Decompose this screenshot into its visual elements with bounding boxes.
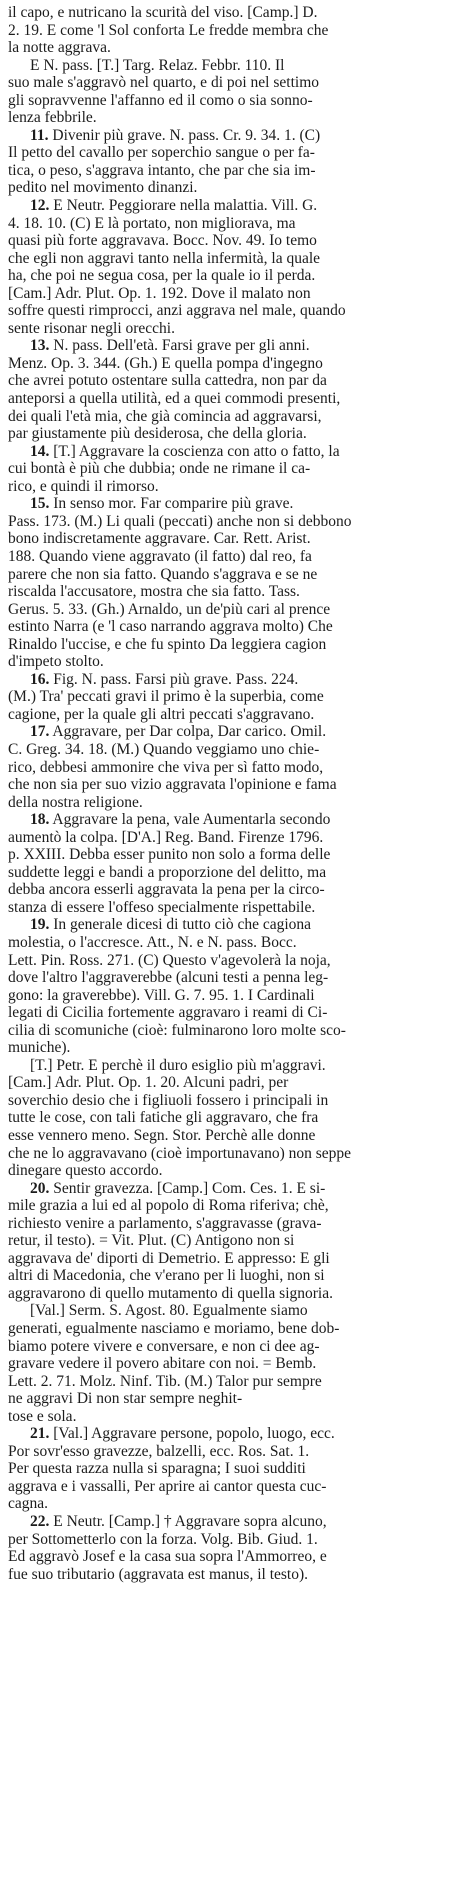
text-line: Aggravare la pena, vale Aumentarla secondo <box>52 811 331 829</box>
text-line: richiesto venire a parlamento, s'aggravasse (grava- <box>8 1214 322 1232</box>
numbered-definition <box>8 1425 461 1513</box>
text-line: p. XXIII. Debba esser punito non solo a forma delle <box>8 846 331 864</box>
definition-number: 17. <box>30 723 50 741</box>
text-line: Lett. 2. 71. Molz. Ninf. Tib. (M.) Talor pur sempre <box>8 1372 322 1390</box>
text-line: cagna. <box>8 1495 49 1513</box>
text-line: Aggravare, per Dar colpa, Dar carico. Omil. <box>52 723 327 741</box>
text-line: molestia, o l'accresce. Att., N. e N. pass. Bocc. <box>8 933 297 951</box>
text-line: dei quali l'età mia, che già comincia ad aggravarsi, <box>8 407 322 425</box>
sub-entry <box>8 57 461 127</box>
text-line: cilia di scomuniche (cioè: fulminarono loro molte sco- <box>8 1021 346 1039</box>
numbered-definition <box>8 197 461 337</box>
text-line: soverchio desio che i figliuoli fossero i principali in <box>8 1091 329 1109</box>
text-line: gono: la graverebbe). Vill. G. 7. 95. 1. I Cardinali <box>8 986 315 1004</box>
text-line: 188. Quando viene aggravato (il fatto) dal reo, fa <box>8 547 312 565</box>
definition-number: 22. <box>30 1513 50 1531</box>
text-line: (M.) Tra' peccati gravi il primo è la superbia, come <box>8 688 324 706</box>
definition-number: 12. <box>30 197 50 215</box>
numbered-definition <box>8 337 461 442</box>
text-line: [T.] Aggravare la coscienza con atto o fatto, la <box>53 442 340 460</box>
entry-continuation <box>8 4 461 57</box>
text-line: Per questa razza nulla si sparagna; I suoi sudditi <box>8 1460 306 1478</box>
text-line: altri di Macedonia, che v'erano per li luoghi, non si <box>8 1267 325 1285</box>
text-line: rico, debbesi ammonire che viva per sì fatto modo, <box>8 758 324 776</box>
text-line: Rinaldo l'uccise, e che fu spinto Da leggiera cagion <box>8 635 327 653</box>
text-line: mile grazia a lui ed al popolo di Roma riferiva; chè, <box>8 1197 329 1215</box>
text-line: [Cam.] Adr. Plut. Op. 1. 20. Alcuni padri, per <box>8 1074 289 1092</box>
text-line: debba ancora esserli aggravata la pena per la circo- <box>8 881 325 899</box>
numbered-definition <box>8 443 461 496</box>
text-line: d'impeto stolto. <box>8 653 104 671</box>
text-line: riscalda l'accusatore, mostra che sia fatto. Tass. <box>8 583 300 601</box>
text-line: [Val.] Serm. S. Agost. 80. Egualmente siamo <box>30 1302 308 1320</box>
text-line: aggrava e i vassalli, Per aprire ai cantor questa cuc- <box>8 1477 327 1495</box>
text-line: Divenir più grave. N. pass. Cr. 9. 34. 1. (C) <box>52 126 321 144</box>
text-line: E Neutr. Peggiorare nella malattia. Vill. G. <box>53 197 318 215</box>
text-line: la notte aggrava. <box>8 39 111 57</box>
numbered-definition <box>8 1180 461 1303</box>
text-line: lenza febbrile. <box>8 109 97 127</box>
definition-number: 11. <box>30 126 49 144</box>
text-line: fue suo tributario (aggravata est manus, il testo). <box>8 1565 309 1583</box>
text-line: In generale dicesi di tutto ciò che cagiona <box>53 916 312 934</box>
text-line: C. Greg. 34. 18. (M.) Quando veggiamo uno chie- <box>8 740 320 758</box>
text-line: Gerus. 5. 33. (Gh.) Arnaldo, un de'più cari al prence <box>8 600 331 618</box>
text-line: Por sovr'esso gravezze, balzelli, ecc. Ros. Sat. 1. <box>8 1442 310 1460</box>
text-line: retur, il testo). = Vit. Plut. (C) Antigono non si <box>8 1232 295 1250</box>
text-line: dinegare questo accordo. <box>8 1162 163 1180</box>
text-line: generati, egualmente nasciamo e moriamo, bene dob- <box>8 1320 340 1338</box>
text-line: suo male s'aggravò nel quarto, e di poi nel settimo <box>8 74 319 92</box>
definition-number: 14. <box>30 442 50 460</box>
text-line: ha, che poi ne segua cosa, per la quale io il perda. <box>8 267 316 285</box>
numbered-definition <box>8 495 461 670</box>
text-line: 4. 18. 10. (C) E là portato, non migliorava, ma <box>8 214 296 232</box>
text-line: Fig. N. pass. Farsi più grave. Pass. 224. <box>53 670 299 688</box>
text-line: legati di Cicilia fortemente aggravaro i reami di Ci- <box>8 1004 328 1022</box>
text-line: estinto Narra (e 'l caso narrando aggrava molto) Che <box>8 618 333 636</box>
text-line: tose e sola. <box>8 1407 77 1425</box>
definition-number: 20. <box>30 1179 50 1197</box>
definition-number: 15. <box>30 495 50 513</box>
definition-number: 21. <box>30 1425 50 1443</box>
definition-number: 19. <box>30 916 50 934</box>
definition-number: 16. <box>30 670 50 688</box>
text-line: gravare vedere il povero abitare con noi. = Bemb. <box>8 1355 317 1373</box>
text-line: Lett. Pin. Ross. 271. (C) Questo v'agevolerà la noja, <box>8 951 331 969</box>
text-line: E Neutr. [Camp.] † Aggravare sopra alcuno, <box>53 1513 327 1531</box>
text-line: pedito nel movimento dinanzi. <box>8 179 198 197</box>
text-line: E N. pass. [T.] Targ. Relaz. Febbr. 110. Il <box>30 56 285 74</box>
text-line: aggravarono di quello mutamento di quella signoria. <box>8 1284 333 1302</box>
text-line: muniche). <box>8 1039 71 1057</box>
text-line: che egli non aggravi tanto nella infermità, la quale <box>8 249 321 267</box>
text-line: biamo potere vivere e conversare, e non ci dee ag- <box>8 1337 320 1355</box>
text-line: Ed aggravò Josef e la casa sua sopra l'Ammorreo, e <box>8 1548 327 1566</box>
text-line: che ne lo aggravavano (cioè importunavano) non seppe <box>8 1144 352 1162</box>
text-line: stanza di essere l'offeso specialmente rispettabile. <box>8 898 316 916</box>
text-line: gli sopravvenne l'affanno ed il como o sia sonno- <box>8 91 313 109</box>
text-line: esse vennero meno. Segn. Stor. Perchè alle donne <box>8 1127 316 1144</box>
text-line: bono indiscretamente aggravare. Car. Rett. Arist. <box>8 530 311 548</box>
text-line: rico, e quindi il rimorso. <box>8 477 159 495</box>
sub-entry <box>8 1057 461 1180</box>
text-line: [Val.] Aggravare persone, popolo, luogo, ecc. <box>53 1425 335 1443</box>
text-line: della nostra religione. <box>8 793 143 811</box>
numbered-definition <box>8 127 461 197</box>
text-line: [T.] Petr. E perchè il duro esiglio più m'aggravi. <box>30 1056 326 1074</box>
text-line: cagione, per la quale gli altri peccati s'aggravano. <box>8 705 315 723</box>
numbered-definition <box>8 916 461 1056</box>
text-line: parere che non sia fatto. Quando s'aggrava e se ne <box>8 565 318 583</box>
text-line: ne aggravi Di non star sempre neghit- <box>8 1390 243 1408</box>
text-line: N. pass. Dell'età. Farsi grave per gli anni. <box>53 337 310 355</box>
numbered-definition <box>8 723 461 811</box>
text-line: Il petto del cavallo per soperchio sangue o per fa- <box>8 144 315 162</box>
text-line: soffre questi rimprocci, anzi aggrava nel male, quando <box>8 302 346 320</box>
text-line: anteporsi a quella utilità, ed a quei commodi presenti, <box>8 390 341 408</box>
text-line: suddette leggi e bandi a proporzione del delitto, ma <box>8 863 327 881</box>
text-line: tutte le cose, con tali fatiche gli aggravaro, che fra <box>8 1109 319 1127</box>
text-line: tica, o peso, s'aggrava intanto, che par che sia im- <box>8 161 316 179</box>
text-line: [Cam.] Adr. Plut. Op. 1. 192. Dove il malato non <box>8 284 311 302</box>
text-line: che avrei potuto ostentare sulla cattedra, non par da <box>8 372 327 390</box>
definition-number: 13. <box>30 337 50 355</box>
numbered-definition <box>8 811 461 916</box>
text-line: quasi più forte aggravava. Bocc. Nov. 49. Io temo <box>8 232 317 250</box>
text-line: aggravava de' diporti di Demetrio. E appresso: E gli <box>8 1249 330 1267</box>
text-line: che non sia per suo vizio aggravata l'opinione e fama <box>8 776 337 794</box>
text-line: 2. 19. E come 'l Sol conforta Le fredde membra che <box>8 21 329 39</box>
text-line: Pass. 173. (M.) Li quali (peccati) anche non si debbono <box>8 512 352 530</box>
text-line: cui bontà è più che dubbia; onde ne rimane il ca- <box>8 460 311 478</box>
text-line: Sentir gravezza. [Camp.] Com. Ces. 1. E si- <box>53 1179 326 1197</box>
text-line: il capo, e nutricano la scurità del viso. [Camp.] D. <box>8 4 318 21</box>
text-line: par giustamente più desiderosa, che della gloria. <box>8 425 307 443</box>
sub-entry <box>8 1302 461 1425</box>
numbered-definition <box>8 671 461 724</box>
text-line: Menz. Op. 3. 344. (Gh.) E quella pompa d'ingegno <box>8 354 323 372</box>
text-line: In senso mor. Far comparire più grave. <box>53 495 294 513</box>
text-line: sente risonar negli orecchi. <box>8 319 175 337</box>
text-line: aumentò la colpa. [D'A.] Reg. Band. Firenze 1796. <box>8 828 324 846</box>
numbered-definition <box>8 1513 461 1583</box>
text-line: per Sottometterlo con la forza. Volg. Bib. Giud. 1. <box>8 1530 318 1548</box>
text-line: dove l'altro l'aggraverebbe (alcuni testi a penna leg- <box>8 969 329 987</box>
definition-number: 18. <box>30 811 50 829</box>
